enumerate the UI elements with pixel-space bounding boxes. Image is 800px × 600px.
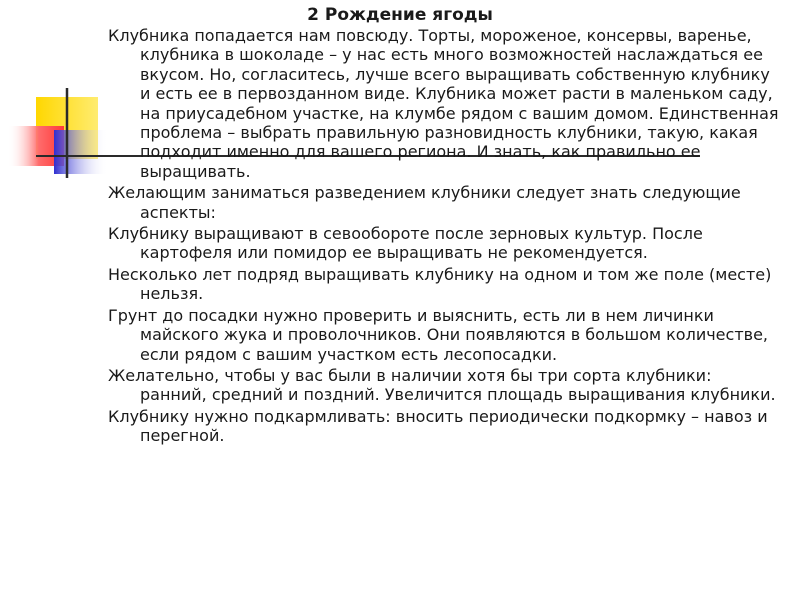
paragraph-same-field: Несколько лет подряд выращивать клубнику на одном и том же поле (месте) нельзя.: [108, 264, 772, 304]
paragraph-feeding: Клубнику нужно подкармливать: вносить периодически подкормку – навоз и перегной.: [108, 406, 768, 446]
paragraph-soil-check: Грунт до посадки нужно проверить и выяснить, есть ли в нем личинки майского жука и проволочников. Они появляются в большом количестве, если рядом с вашим участком есть лесопосадки.: [108, 305, 768, 364]
paragraph-intro: Клубника попадается нам повсюду. Торты, мороженое, консервы, варенье, клубника в шоколаде – у нас есть много возможностей наслаждаться ее вкусом. Но, согласитесь, лучше всего выращивать собственную клубнику и есть ее в первозданном виде. Клубника может расти в маленьком саду, на приусадебном участке, на клумбе рядом с вашим домом. Единственная проблема – выбрать правильную разновидность клубники, такую, какая подходит именно для вашего региона. И знать, как правильно ее выращивать.: [108, 26, 779, 181]
blue-square: [54, 130, 108, 174]
paragraph-aspects: Желающим заниматься разведением клубники следует знать следующие аспекты:: [108, 183, 741, 222]
page-title: 2 Рождение ягоды: [307, 5, 493, 25]
paragraph-varieties: Желательно, чтобы у вас были в наличии хотя бы три сорта клубники: ранний, средний и поздний. Увеличится площадь выращивания клубники.: [108, 365, 776, 405]
text-body: [108, 26, 780, 448]
paragraph-crop-rotation: Клубнику выращивают в севообороте после зерновых культур. После картофеля или помидор ее выращивать не рекомендуется.: [108, 224, 703, 263]
